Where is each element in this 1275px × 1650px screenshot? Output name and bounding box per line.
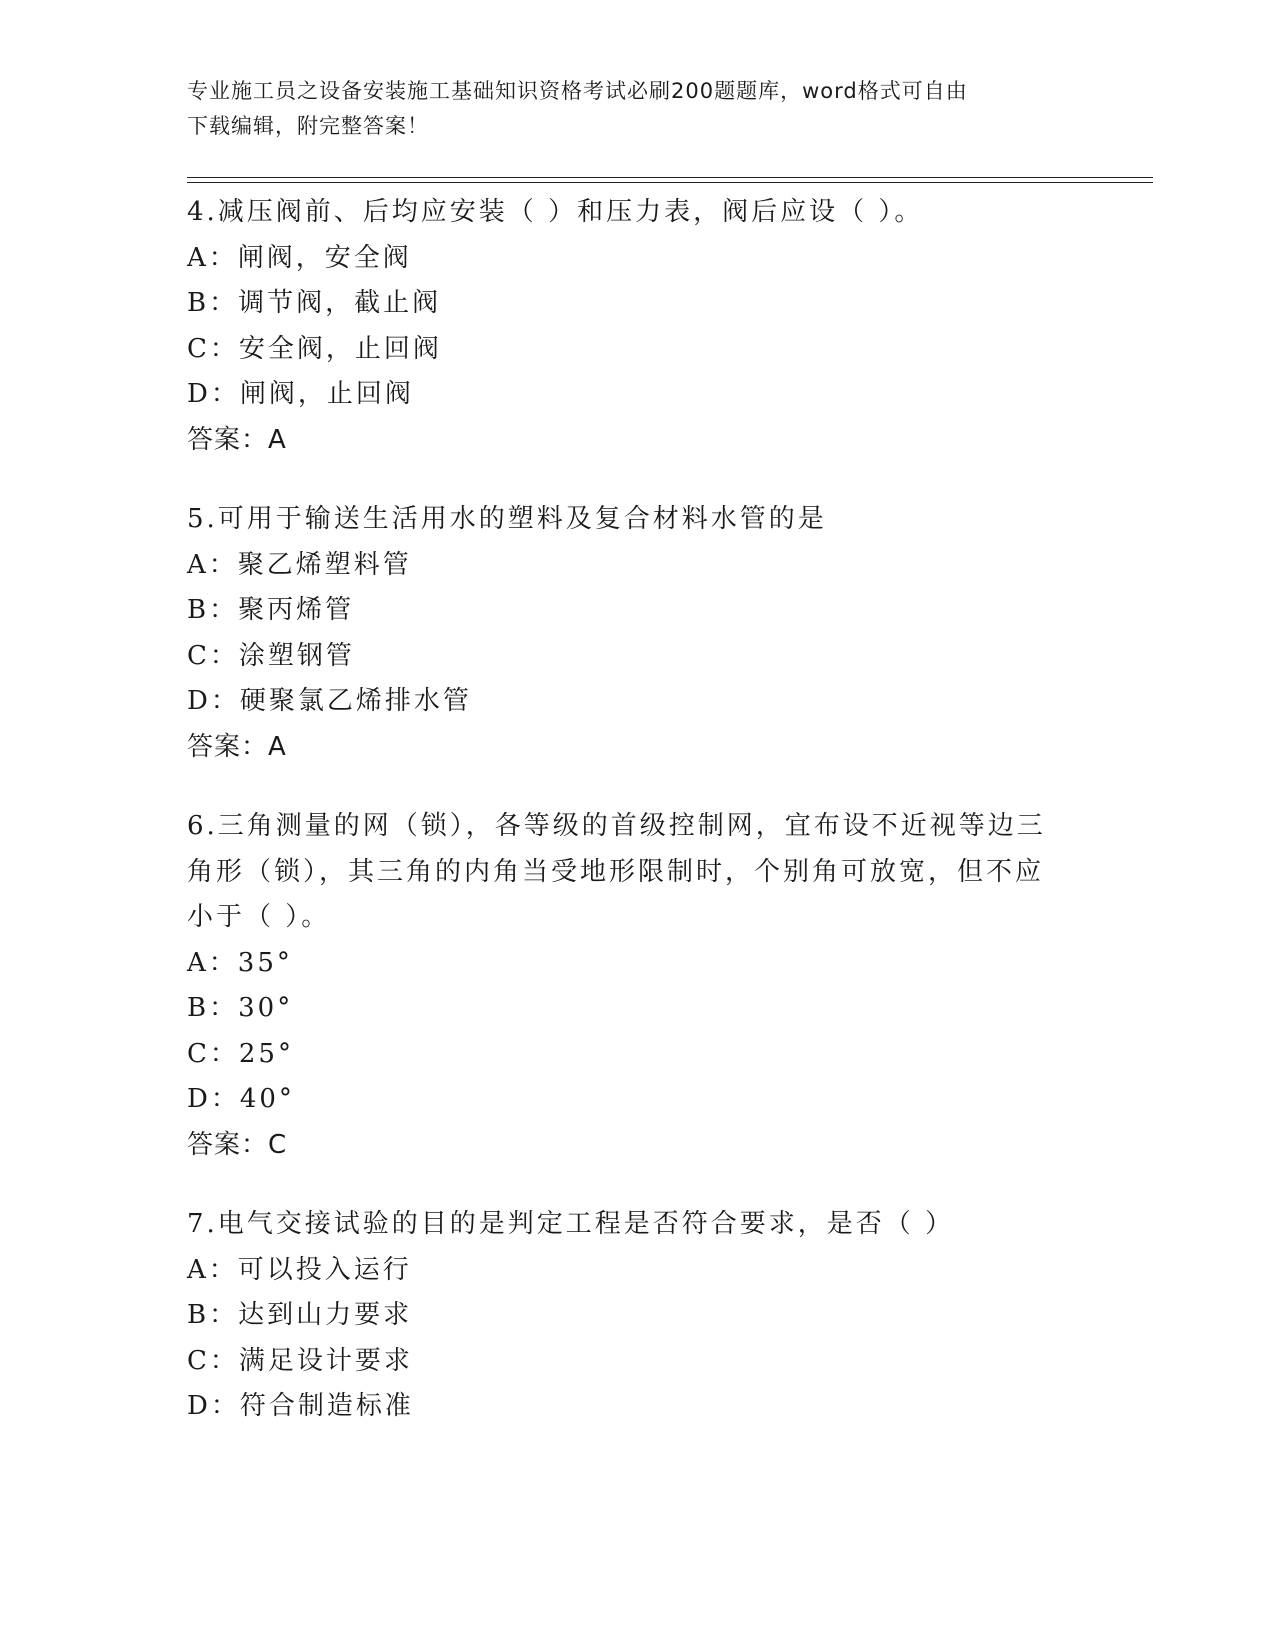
- option-b: B：达到山力要求: [187, 1300, 413, 1330]
- option-b: B：聚丙烯管: [187, 595, 355, 625]
- document-header: [187, 74, 1067, 144]
- answer-line: 答案：C: [187, 1129, 288, 1160]
- option-d: D：40°: [187, 1084, 295, 1114]
- option-d: D：硬聚氯乙烯排水管: [187, 686, 472, 716]
- option-c: C：满足设计要求: [187, 1345, 413, 1376]
- question-stem: 5.可用于输送生活用水的塑料及复合材料水管的是: [187, 504, 827, 534]
- option-d: D：闸阀，止回阀: [187, 379, 414, 409]
- answer-line: 答案：A: [187, 424, 287, 455]
- question-stem-line-1: 6.三角测量的网（锁），各等级的首级控制网，宜布设不近视等边三: [187, 811, 1046, 841]
- question-6: [187, 804, 1087, 1168]
- question-list: [187, 190, 1087, 1464]
- header-divider-bottom: [187, 182, 1153, 183]
- question-stem: 7.电气交接试验的目的是判定工程是否符合要求，是否（ ）: [187, 1209, 955, 1239]
- question-5: [187, 497, 1087, 770]
- option-c: C：涂塑钢管: [187, 640, 355, 671]
- option-d: D：符合制造标准: [187, 1391, 414, 1421]
- header-divider-top: [187, 177, 1153, 178]
- option-b: B：30°: [187, 993, 294, 1023]
- question-stem-line-3: 小于（ ）。: [187, 902, 331, 932]
- option-a: A：35°: [187, 947, 293, 978]
- answer-line: 答案：A: [187, 731, 287, 762]
- question-stem: 4.减压阀前、后均应安装（ ）和压力表，阀后应设（ ）。: [187, 197, 924, 227]
- option-a: A：闸阀，安全阀: [187, 242, 412, 273]
- option-c: C：安全阀，止回阀: [187, 333, 442, 364]
- option-c: C：25°: [187, 1038, 294, 1069]
- question-7: [187, 1202, 1087, 1430]
- option-a: A：聚乙烯塑料管: [187, 549, 412, 580]
- question-stem-line-2: 角形（锁），其三角的内角当受地形限制时，个别角可放宽，但不应: [187, 856, 1045, 887]
- option-a: A：可以投入运行: [187, 1254, 412, 1285]
- question-4: [187, 190, 1087, 463]
- header-line-1: 专业施工员之设备安装施工基础知识资格考试必刷200题题库，word格式可自由: [187, 79, 968, 103]
- option-b: B：调节阀，截止阀: [187, 288, 442, 318]
- header-line-2: 下载编辑，附完整答案！: [187, 114, 429, 138]
